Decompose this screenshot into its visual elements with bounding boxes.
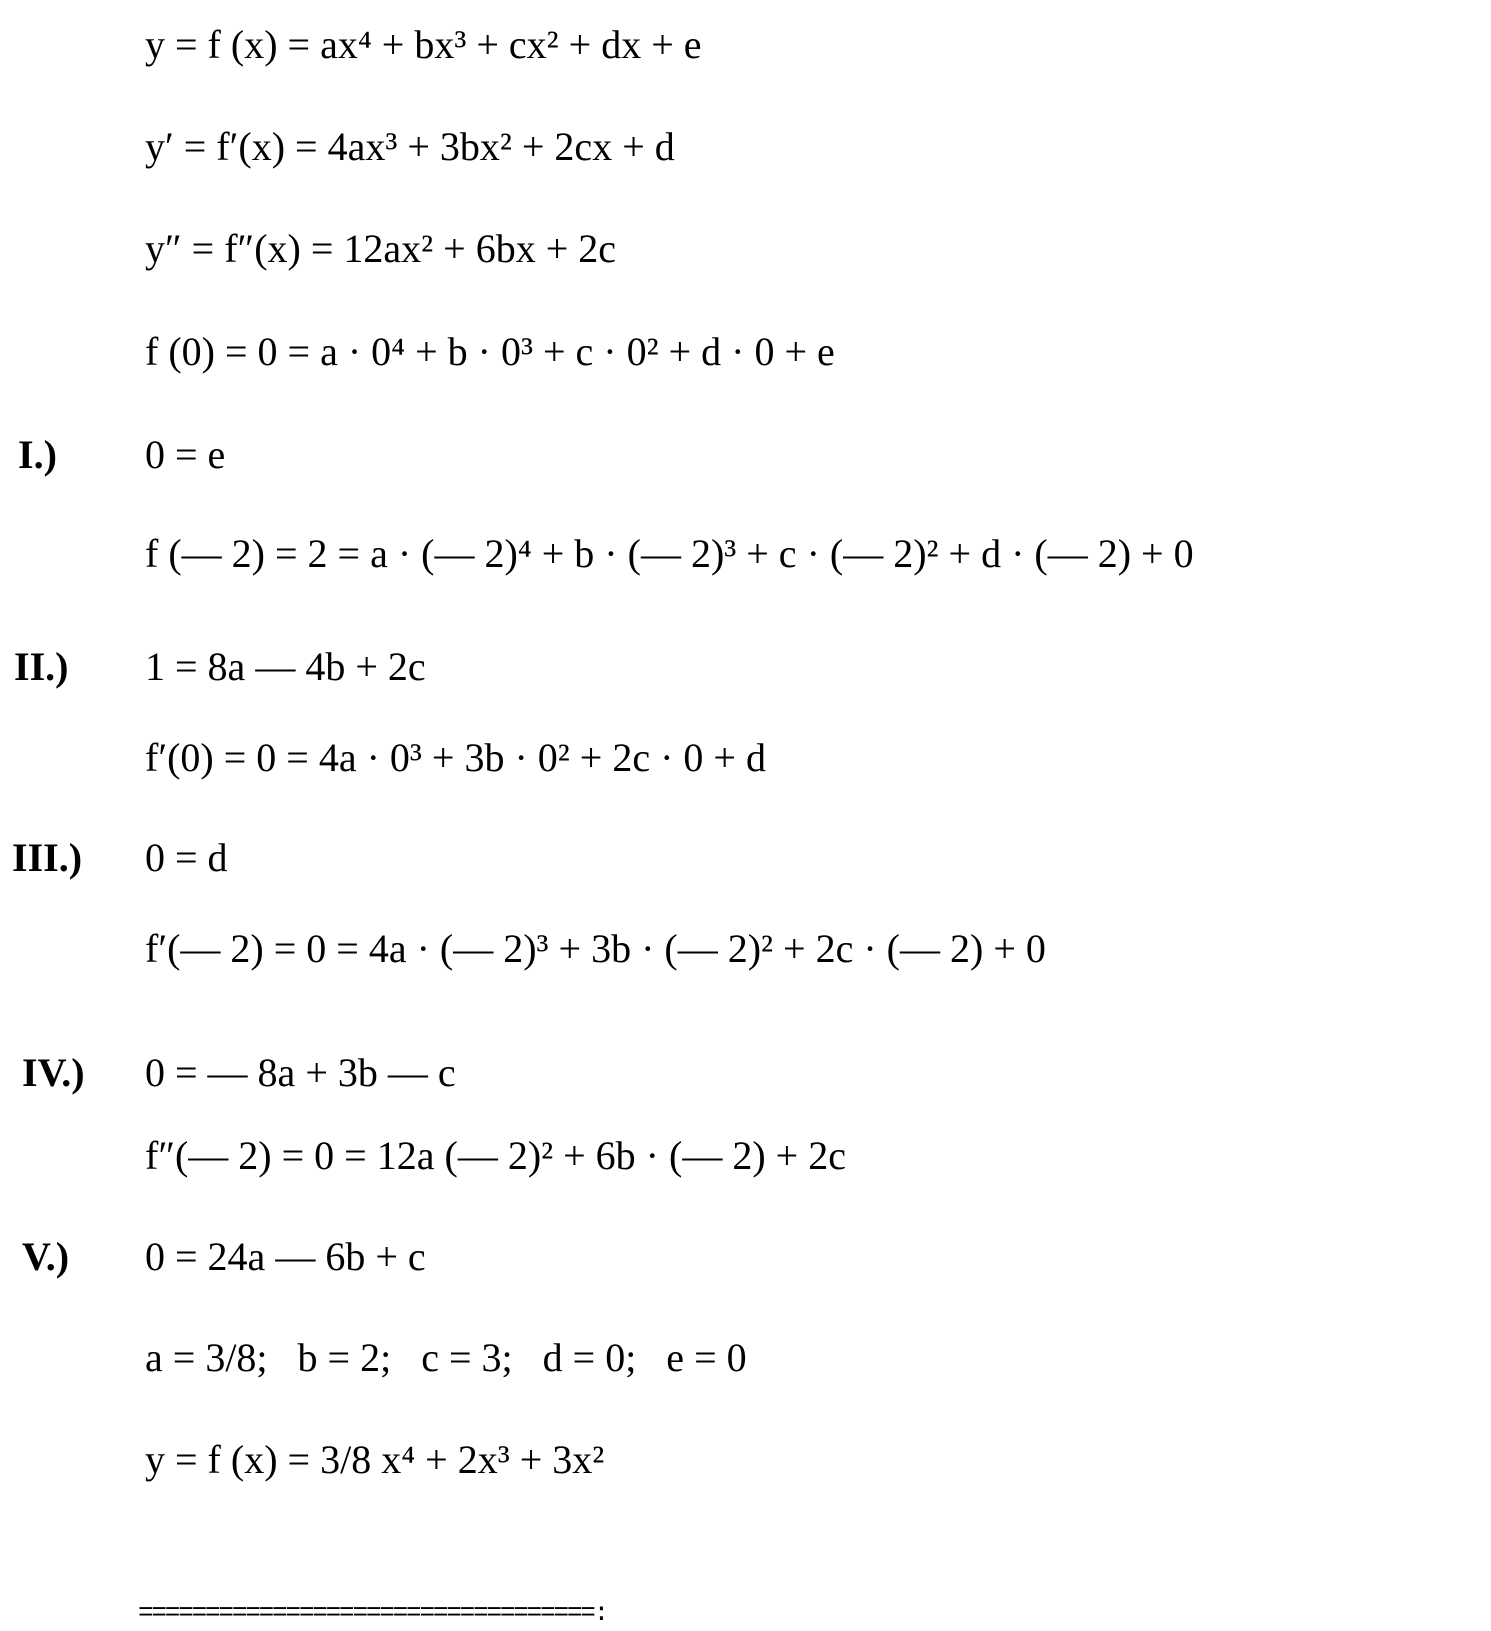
equation-text: 1 = 8a — 4b + 2c: [145, 644, 426, 689]
equation-label: IV.): [22, 1050, 85, 1095]
equation-line: [0, 219, 1491, 279]
equation-line: [0, 919, 1491, 979]
equation-line: [0, 1328, 1491, 1388]
equation-line: [0, 637, 1491, 697]
equation-line: [0, 728, 1491, 788]
equation-text: f (— 2) = 2 = a · (— 2)⁴ + b · (— 2)³ + c · (— 2)² + d · (— 2) + 0: [145, 531, 1194, 576]
equation-text: 0 = e: [145, 432, 226, 477]
equation-label: V.): [22, 1234, 70, 1279]
equation-text: 0 = d: [145, 835, 228, 880]
separator-line: ==================================:: [138, 1598, 608, 1628]
equation-line: [0, 425, 1491, 485]
equation-label: II.): [14, 644, 69, 689]
equation-line: [0, 15, 1491, 75]
equation-line: [0, 1043, 1491, 1103]
equation-text: 0 = 24a — 6b + c: [145, 1234, 426, 1279]
equation-text: 0 = — 8a + 3b — c: [145, 1050, 456, 1095]
equation-line: [0, 117, 1491, 177]
equation-text: f′(— 2) = 0 = 4a · (— 2)³ + 3b · (— 2)² + 2c · (— 2) + 0: [145, 926, 1046, 971]
equation-line: [0, 1227, 1491, 1287]
equation-text: a = 3/8; b = 2; c = 3; d = 0; e = 0: [145, 1335, 747, 1380]
equation-label: I.): [18, 432, 57, 477]
equation-line: [0, 322, 1491, 382]
equation-line: [0, 828, 1491, 888]
equation-text: f′(0) = 0 = 4a · 0³ + 3b · 0² + 2c · 0 + d: [145, 735, 766, 780]
equation-text: f″(— 2) = 0 = 12a (— 2)² + 6b · (— 2) + 2c: [145, 1133, 846, 1178]
equation-line: [0, 1126, 1491, 1186]
equation-line: [0, 1430, 1491, 1490]
equation-text: y = f (x) = ax⁴ + bx³ + cx² + dx + e: [145, 22, 702, 67]
equation-text: y′ = f′(x) = 4ax³ + 3bx² + 2cx + d: [145, 124, 675, 169]
equation-label: III.): [12, 835, 83, 880]
equation-line: [0, 524, 1491, 584]
equation-text: f (0) = 0 = a · 0⁴ + b · 0³ + c · 0² + d · 0 + e: [145, 329, 835, 374]
equation-text: y = f (x) = 3/8 x⁴ + 2x³ + 3x²: [145, 1437, 605, 1482]
equation-text: y″ = f″(x) = 12ax² + 6bx + 2c: [145, 226, 617, 271]
